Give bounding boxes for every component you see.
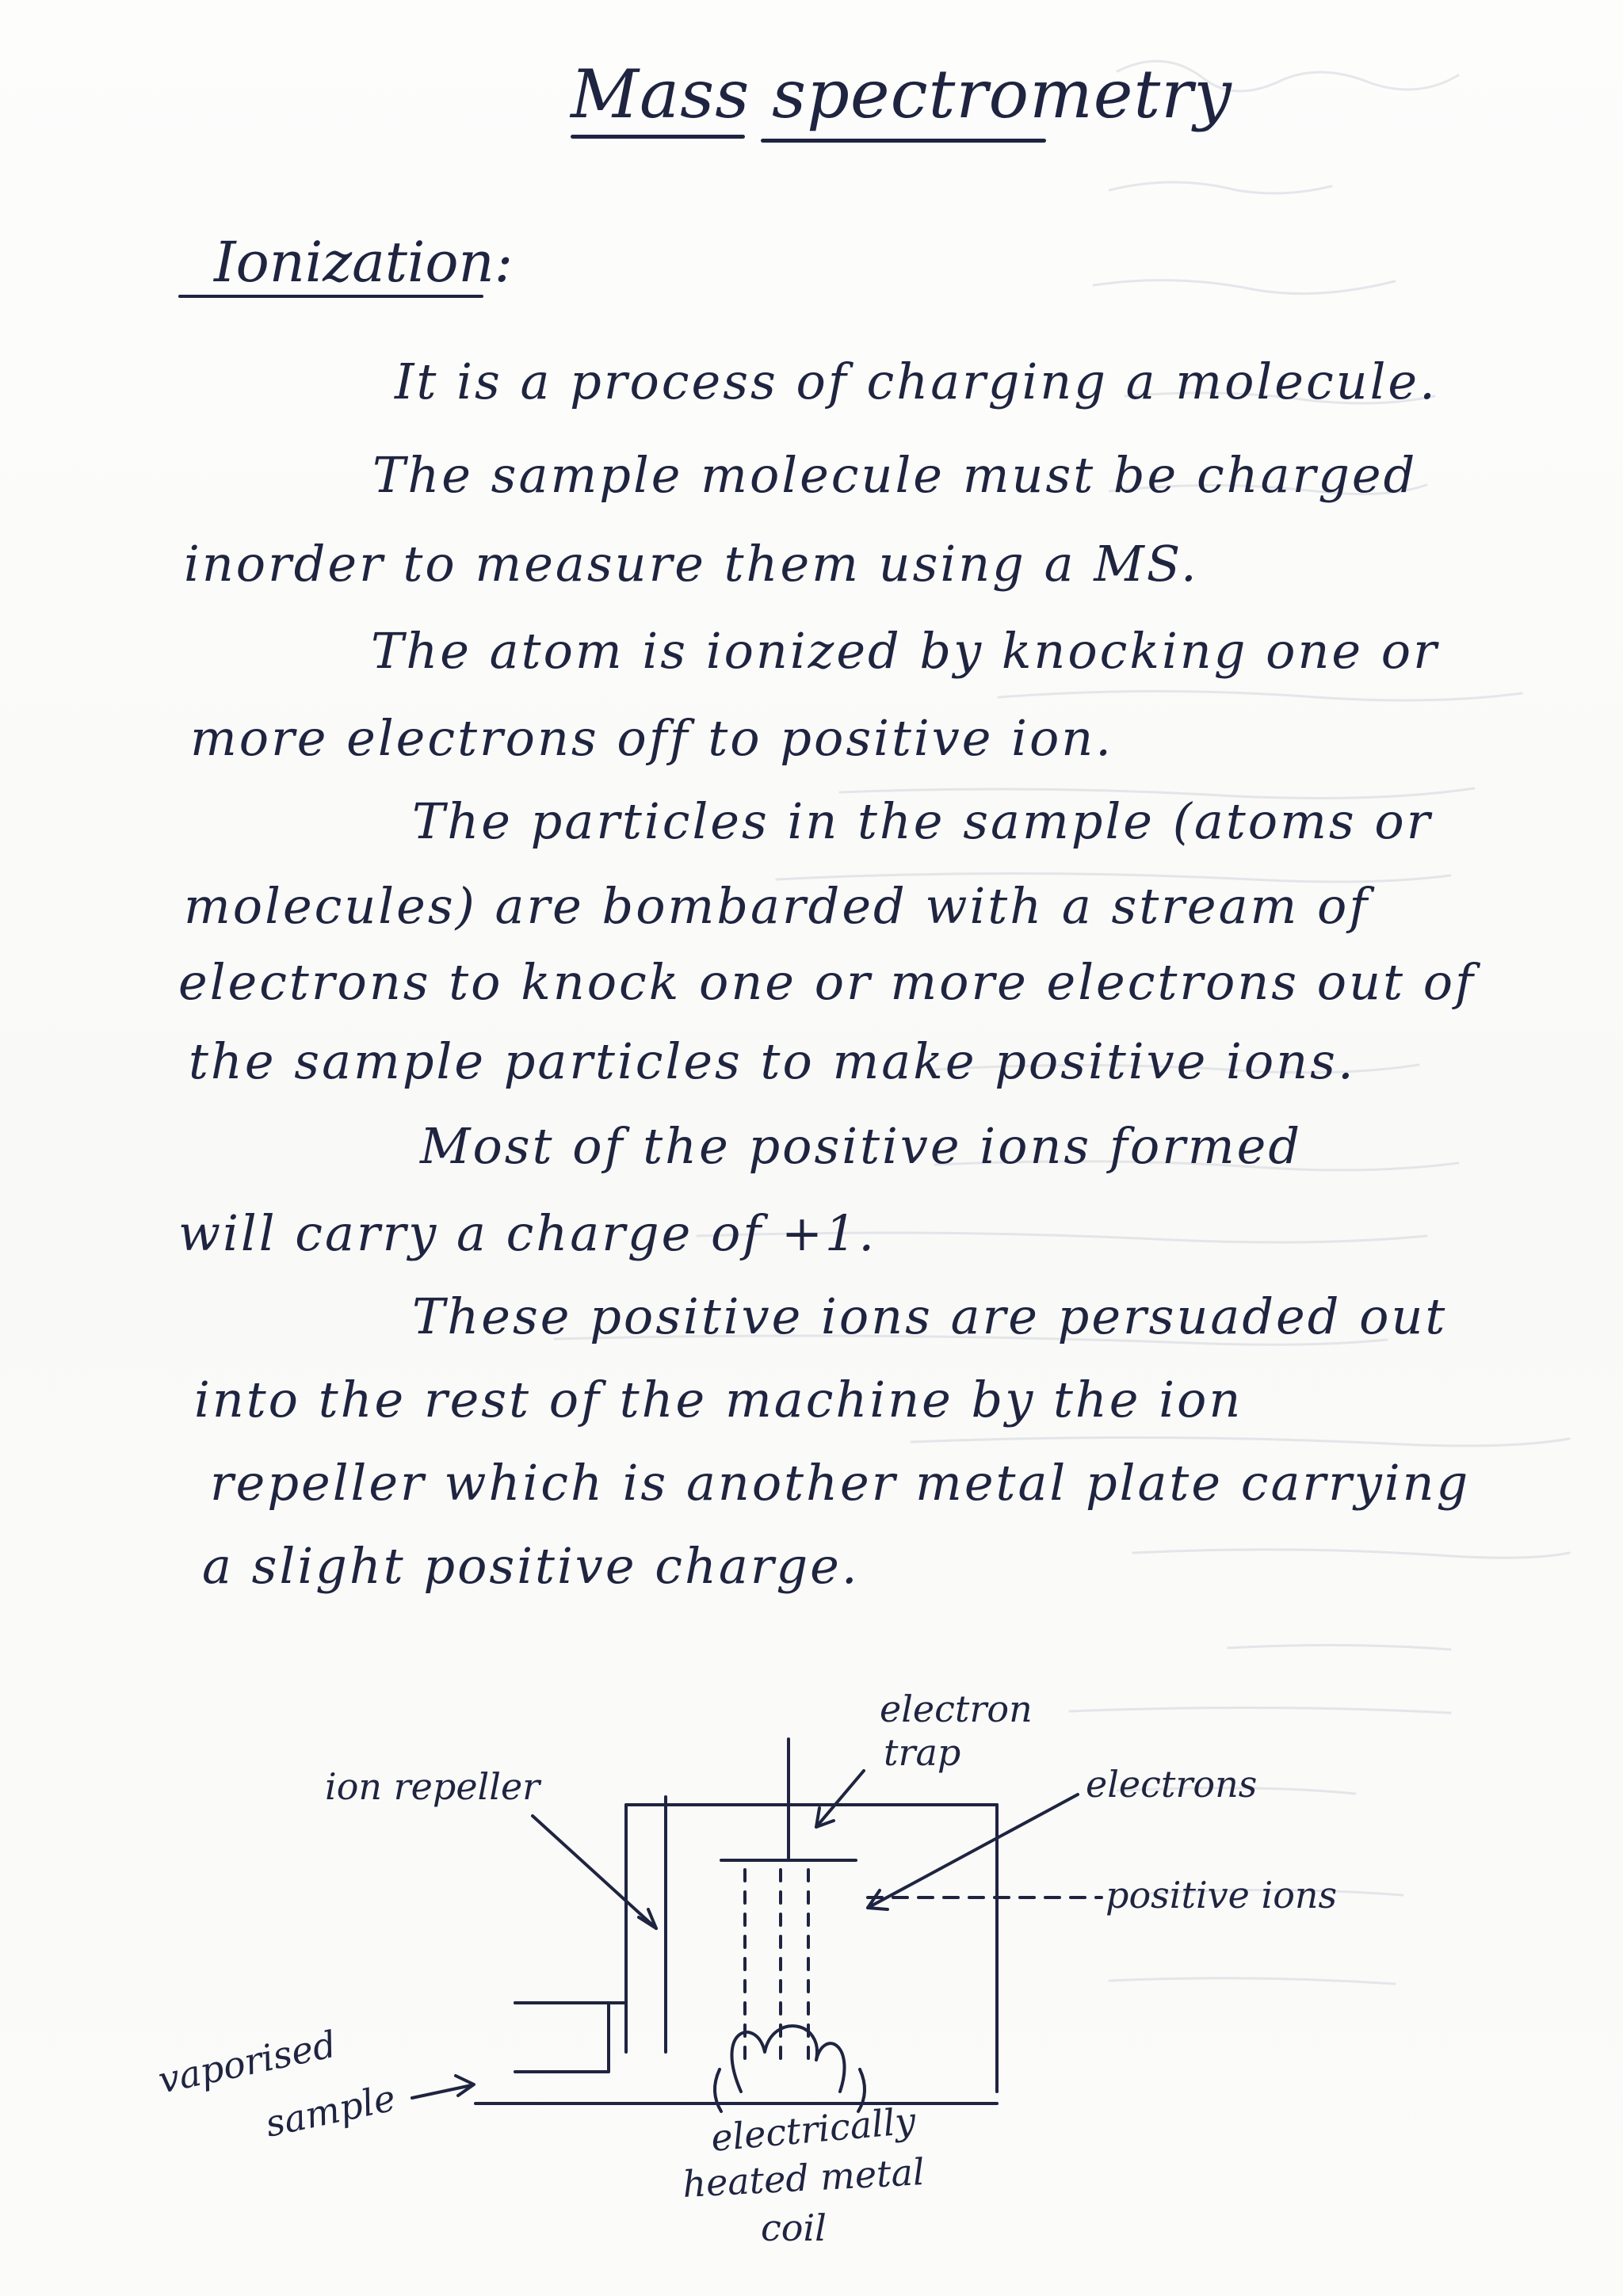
paragraph-line: These positive ions are persuaded out	[412, 1287, 1448, 1345]
paragraph-line: into the rest of the machine by the ion	[194, 1371, 1243, 1428]
chamber-inlet-step	[515, 2003, 609, 2072]
page-title: Mass spectrometry	[571, 55, 1232, 133]
label-positive-ions: positive ions	[1106, 1874, 1338, 1917]
heated-coil	[731, 2026, 844, 2092]
label-heated-coil: coil	[761, 2206, 827, 2249]
paragraph-line: will carry a charge of +1.	[178, 1204, 877, 1262]
paragraph-line: The sample molecule must be charged	[372, 446, 1418, 504]
label-heated-coil: heated metal	[682, 2150, 926, 2206]
label-heated-coil: electrically	[709, 2099, 918, 2160]
label-electron-trap: electron	[880, 1688, 1033, 1730]
paragraph-line: inorder to measure them using a MS.	[184, 535, 1199, 593]
paragraph-line: The particles in the sample (atoms or	[412, 792, 1433, 850]
electrons-pointer	[868, 1794, 1078, 1908]
paragraph-line: It is a process of charging a molecule.	[395, 353, 1438, 410]
electron-trap-pointer	[816, 1771, 864, 1827]
paragraph-line: electrons to knock one or more electrons out of	[178, 953, 1476, 1011]
label-vaporised-sample: sample	[262, 2076, 399, 2145]
label-electron-trap: trap	[884, 1731, 961, 1774]
label-vaporised-sample: vaporised	[155, 2022, 340, 2102]
paragraph-line: a slight positive charge.	[202, 1537, 860, 1595]
paragraph-line: repeller which is another metal plate carrying	[210, 1454, 1471, 1512]
paragraph-line: more electrons off to positive ion.	[190, 709, 1113, 767]
label-electrons: electrons	[1086, 1763, 1258, 1806]
label-ion-repeller: ion repeller	[325, 1765, 540, 1808]
paragraph-line: molecules) are bombarded with a stream of	[184, 877, 1370, 935]
paragraph-line: The atom is ionized by knocking one or	[371, 622, 1439, 680]
paragraph-line: Most of the positive ions formed	[420, 1117, 1303, 1175]
coil-bracket-left	[715, 2069, 721, 2111]
section-heading: Ionization:	[214, 230, 514, 295]
ion-repeller-pointer	[533, 1816, 656, 1928]
paragraph-line: the sample particles to make positive ions.	[189, 1032, 1356, 1090]
